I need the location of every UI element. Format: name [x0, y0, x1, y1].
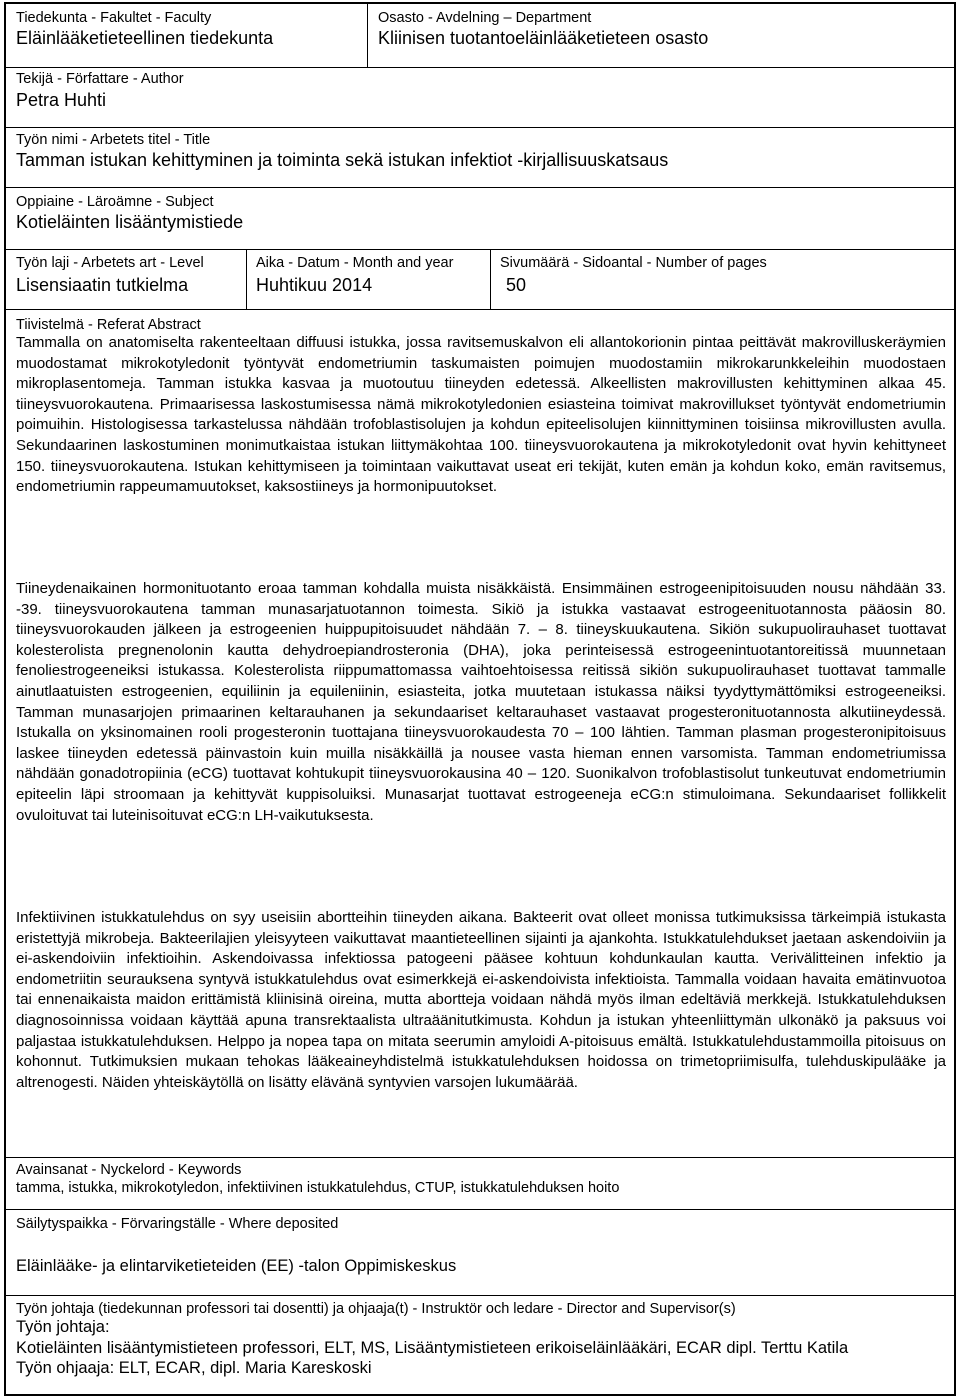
- abstract-label: Tiivistelmä - Referat Abstract: [16, 317, 201, 333]
- director-value: Kotieläinten lisääntymistieteen professori, ELT, MS, Lisääntymistieteen erikoiseläinlääkäri, ECAR dipl. Terttu Katila: [16, 1339, 849, 1357]
- faculty-department-row: [6, 4, 954, 68]
- subject-value: Kotieläinten lisääntymistiede: [16, 212, 244, 232]
- keywords-label: Avainsanat - Nyckelord - Keywords: [16, 1162, 242, 1178]
- column-divider: [246, 250, 247, 310]
- faculty-value: Eläinlääketieteellinen tiedekunta: [16, 28, 274, 48]
- faculty-label: Tiedekunta - Fakultet - Faculty: [16, 10, 212, 26]
- abstract-row: [6, 310, 954, 1158]
- keywords-row: [6, 1158, 954, 1210]
- author-row: [6, 68, 954, 128]
- supervisor-value: Työn ohjaaja: ELT, ECAR, dipl. Maria Kareskoski: [16, 1359, 372, 1377]
- author-value: Petra Huhti: [16, 90, 107, 110]
- abstract-paragraph-2: Tiineydenaikainen hormonituotanto eroaa tamman kohdalla muista nisäkkäistä. Ensimmäinen estrogeenipitoisuuden nousu nähdään 33. -39. tiineysvuorokautena tamman munasarjatuotannon toimesta. Sikiö ja istukka vastaavat estrogeenituotannosta pääosin 80. tiineysvuorokauden jälkeen ja estrogeenien huippupitoisuudet nähdään 7. – 8. tiineyskuukautena. Sikiön sukupuolirauhaset tuottavat kolesterolista pregnenolonin kautta dehydroepiandrosteronia (DHA), joka perinteisessä estrogeenintuotantoreitissä muunnetaan fenoliestrogeeneiksi istukassa. Kolesterolista riippumattomassa vaihtoehtoisessa reitissä sikiön sukupuolirauhaset tuottavat tammalle ainutlaatuisten estrogeenien, equiliinin ja equileniinin, esiasteita, jotka muutetaan istukassa näiksi tyydyttymättömiksi estrogeeneiksi. Tamman munasarjojen primaarinen keltarauhanen ja sekundaariset keltarauhaset vastaavat progesteronituotannosta alkutiineydessä. Istukalla on yksinomainen rooli progesteronin tuottajana tiineysvuorokaudesta 70 – 100 lähtien. Tamman plasman progesteronipitoisuus laskee tiineyden edetessä päinvastoin kuin muilla nisäkkäillä ja nousee vasta hieman ennen varsomista. Tamman endometriumissa nähdään gonadotropiinia (eCG) tuottavat kohtukupit tiineysvuorokausina 40 – 120. Suonikalvon trofoblastisolut tunkeutuvat endometriumin epiteelin läpi stroomaan ja kehittyvät kuppisoluiksi. Munasarjat tuottavat estrogeeneja eCG:n stimuloimana. Sekundaariset follikkelit ovuloituvat tai luteinisoituvat eCG:n LH-vaikutuksesta.: [16, 580, 946, 824]
- department-value: Kliinisen tuotantoeläinlääketieteen osasto: [378, 28, 709, 48]
- thesis-abstract-form: [4, 2, 956, 1396]
- pages-label: Sivumäärä - Sidoantal - Number of pages: [500, 255, 767, 271]
- title-value: Tamman istukan kehittyminen ja toiminta sekä istukan infektiot -kirjallisuuskatsaus: [16, 150, 669, 170]
- subject-row: [6, 188, 954, 250]
- supervisors-label: Työn johtaja (tiedekunnan professori tai dosentti) ja ohjaaja(t) - Instruktör och ledare - Director and Supervisor(s): [16, 1301, 736, 1317]
- title-row: [6, 128, 954, 188]
- director-heading: Työn johtaja:: [16, 1318, 110, 1336]
- date-value: Huhtikuu 2014: [256, 275, 373, 295]
- level-date-pages-row: [6, 250, 954, 310]
- level-label: Työn laji - Arbetets art - Level: [16, 255, 204, 271]
- abstract-paragraph-3: Infektiivinen istukkatulehdus on syy useisiin abortteihin tiineyden aikana. Bakteerit ovat olleet monissa tutkimuksissa tärkeimpiä istukasta eristettyjä mikrobeja. Bakteerilajien yleisyyteen vaikuttavat maantieteellinen sijainti ja ajankohta. Istukkatulehdukset jaetaan askendoiviin ja ei-askendoiviin infektioihin. Askendoivassa infektiossa patogeeni pääsee kohtuun kohdunkaulan kautta. Verivälitteinen infektio ja endometriitin seurauksena syntyvä istukkatulehdus ovat esimerkkejä ei-askendoivista infektioista. Tammalla voidaan havaita emätinvuotoa tai ennenaikaista maidon erittämistä kliinisinä oireina, mutta abortteja voidaan nähdä myös ilman edeltäviä merkkejä. Istukkatulehduksen diagnosoinnissa voidaan käyttää apuna transrektaalista ultraäänitutkimusta. Kohdun ja istukan yhteenliittymän ulkonäkö ja paksuus voi paljastaa istukkatulehduksen. Helppo ja nopea tapa on mitata seerumin amyloidi A-pitoisuus emältä. Istukkatulehdustammoilla pitoisuus on kohonnut. Tutkimuksien mukaan tehokas lääkeaineyhdistelmä istukkatulehduksen hoidossa on trimetopriimisulfa, tulehduskipulääke ja altrenogesti. Näiden yhteiskäytöllä on lisätty elävänä syntyvien varsojen lukumäärää.: [16, 909, 946, 1091]
- column-divider: [367, 4, 368, 68]
- author-label: Tekijä - Författare - Author: [16, 71, 184, 87]
- supervisors-row: [6, 1296, 954, 1394]
- level-value: Lisensiaatin tutkielma: [16, 275, 189, 295]
- abstract-paragraph-1: Tammalla on anatomiselta rakenteeltaan diffuusi istukka, jossa ravitsemuskalvon eli allantokorionin pintaa peittävät makrovilluskeräymien muodostamat mikrokotyledonit työntyvät endometriumin taskumaisten poimujen muodostamiin mikrokarunkkeleihin muodostaen mikroplasentomeja. Tamman istukka kasvaa ja muotoutuu tiineyden edetessä. Alkeellisten makrovillusten kehittyminen alkaa 45. tiineysvuorokautena. Primaarisessa laskostumisessa nämä mikrokotyledonien esiasteina toimivat makrovillukset työntyvät endometriumin poimuihin. Histologisessa tarkastelussa nähdään trofoblastisolujen ja kohdun epiteelisolujen kiinnittyminen toisiinsa mikrovillusten avulla. Sekundaarinen laskostuminen monimutkaistaa istukan liittymäkohtaa 100. tiineysvuorokautena ja mikrokotyledonit ovat hyvin kehittyneet 150. tiineysvuorokautena. Istukan kehittymiseen ja toimintaan vaikuttavat useat eri tekijät, kuten emän ja kohdun koko, emän ravitsemus, endometriumin rappeumamuutokset, kaksostiineys ja hormonipuutokset.: [16, 334, 946, 496]
- column-divider: [490, 250, 491, 310]
- department-label: Osasto - Avdelning – Department: [378, 10, 592, 26]
- deposited-value: Eläinlääke- ja elintarviketieteiden (EE) -talon Oppimiskeskus: [16, 1257, 457, 1275]
- title-label: Työn nimi - Arbetets titel - Title: [16, 132, 211, 148]
- keywords-value: tamma, istukka, mikrokotyledon, infektiivinen istukkatulehdus, CTUP, istukkatulehduksen hoito: [16, 1180, 620, 1196]
- date-label: Aika - Datum - Month and year: [256, 255, 454, 271]
- deposited-row: [6, 1210, 954, 1296]
- subject-label: Oppiaine - Läroämne - Subject: [16, 194, 214, 210]
- deposited-label: Säilytyspaikka - Förvaringställe - Where deposited: [16, 1216, 339, 1232]
- pages-value: 50: [506, 275, 527, 295]
